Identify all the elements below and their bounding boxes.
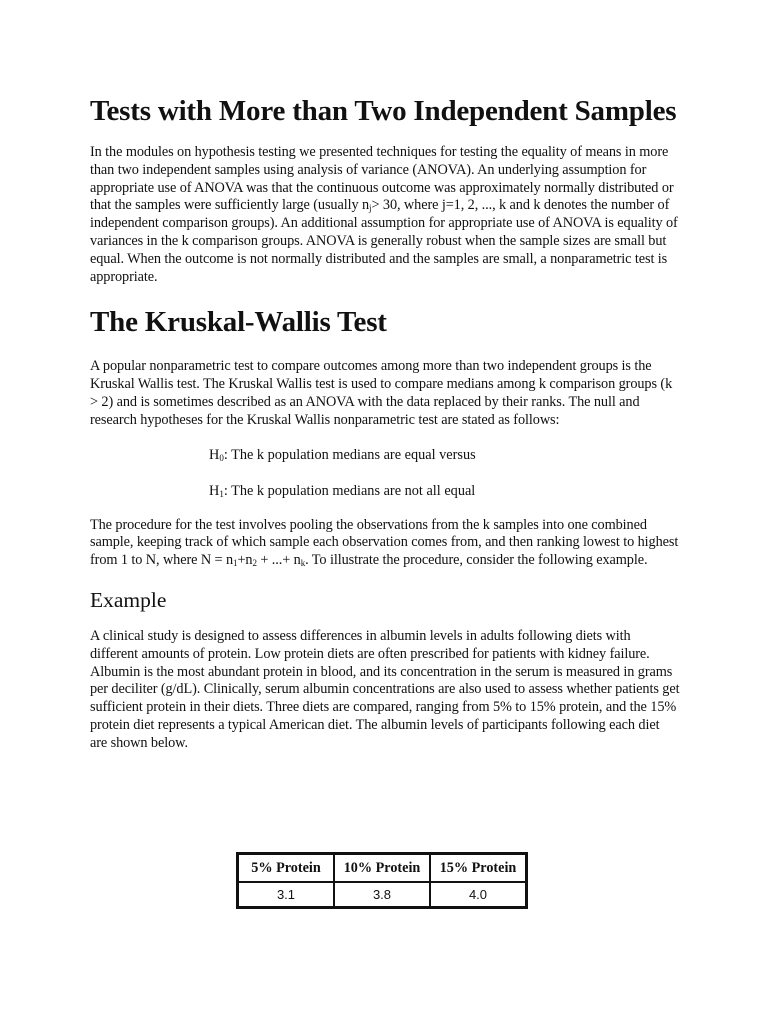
intro-paragraph xyxy=(90,144,680,286)
table-header-row xyxy=(238,854,526,882)
table-row xyxy=(238,882,526,907)
page-title: Tests with More than Two Independent Samples xyxy=(90,95,677,127)
procedure-subscript-1: 1 xyxy=(233,558,238,569)
procedure-text-2: +n xyxy=(237,552,253,569)
table-header-5-percent: 5% Protein xyxy=(238,854,334,882)
research-hypothesis xyxy=(209,482,680,500)
procedure-subscript-k: k xyxy=(300,558,306,569)
example-paragraph: A clinical study is designed to assess differences in albumin levels in adults following diets with different amounts of protein. Low protein diets are often prescribed for patients with kidney failure. Albumin is the most abundant protein in blood, and its concentration in the serum is measured in grams per deciliter (g/dL). Clinically, serum albumin concentrations are also used to assess whether patients get sufficient protein in their diets. Three diets are compared, ranging from 5% to 15% protein, and the 15% protein diet represents a typical American diet. The albumin levels of participants following each diet are shown below. xyxy=(90,627,680,751)
h1-text: : The k population medians are not all equal xyxy=(223,482,476,499)
h0-text: : The k population medians are equal versus xyxy=(223,446,476,463)
h1-prefix: H xyxy=(209,482,220,499)
table-cell: 3.1 xyxy=(238,882,334,907)
procedure-text-3: + ...+ n xyxy=(256,552,301,569)
intro-subscript-j: j xyxy=(369,203,372,214)
document-page xyxy=(90,92,680,753)
table-header-15-percent: 15% Protein xyxy=(430,854,526,882)
table-cell: 3.8 xyxy=(334,882,430,907)
kruskal-intro-paragraph: A popular nonparametric test to compare outcomes among more than two independent groups is the Kruskal Wallis test. The Kruskal Wallis test is used to compare medians among k comparison groups (k > 2) and is sometimes described as an ANOVA with the data replaced by their ranks. The null and research hypotheses for the Kruskal Wallis nonparametric test are stated as follows: xyxy=(90,358,673,428)
h0-subscript: 0 xyxy=(219,452,224,463)
procedure-text-1: The procedure for the test involves pooling the observations from the k samples into one combined sample, keeping track of which sample each observation comes from, and then ranking lowest to highest from 1 to N, where N = n xyxy=(90,516,679,569)
intro-text-2: > 30, where j=1, 2, ..., k and k denotes the number of independent comparison groups). An additional assumption for appropriate use of ANOVA is equality of variances in the k comparison groups. ANOVA is generally robust when the sample sizes are small but equal. When the outcome is not normally distributed and the samples are small, a nonparametric test is appropriate. xyxy=(90,197,678,285)
procedure-subscript-2: 2 xyxy=(252,558,257,569)
table-cell: 4.0 xyxy=(430,882,526,907)
albumin-table xyxy=(236,852,528,909)
table-header-10-percent: 10% Protein xyxy=(334,854,430,882)
intro-text-1: In the modules on hypothesis testing we presented techniques for testing the equality of means in more than two independent samples using analysis of variance (ANOVA). An underlying assumption for appropriate use of ANOVA was that the continuous outcome was approximately normally distributed or that the samples were sufficiently large (usually n xyxy=(90,144,674,214)
h0-prefix: H xyxy=(209,446,220,463)
h1-subscript: 1 xyxy=(219,488,224,499)
section-title: The Kruskal-Wallis Test xyxy=(90,306,387,339)
procedure-paragraph xyxy=(90,517,680,570)
procedure-text-4: . To illustrate the procedure, consider the following example. xyxy=(305,552,648,569)
example-title: Example xyxy=(90,587,167,612)
null-hypothesis xyxy=(209,446,680,464)
